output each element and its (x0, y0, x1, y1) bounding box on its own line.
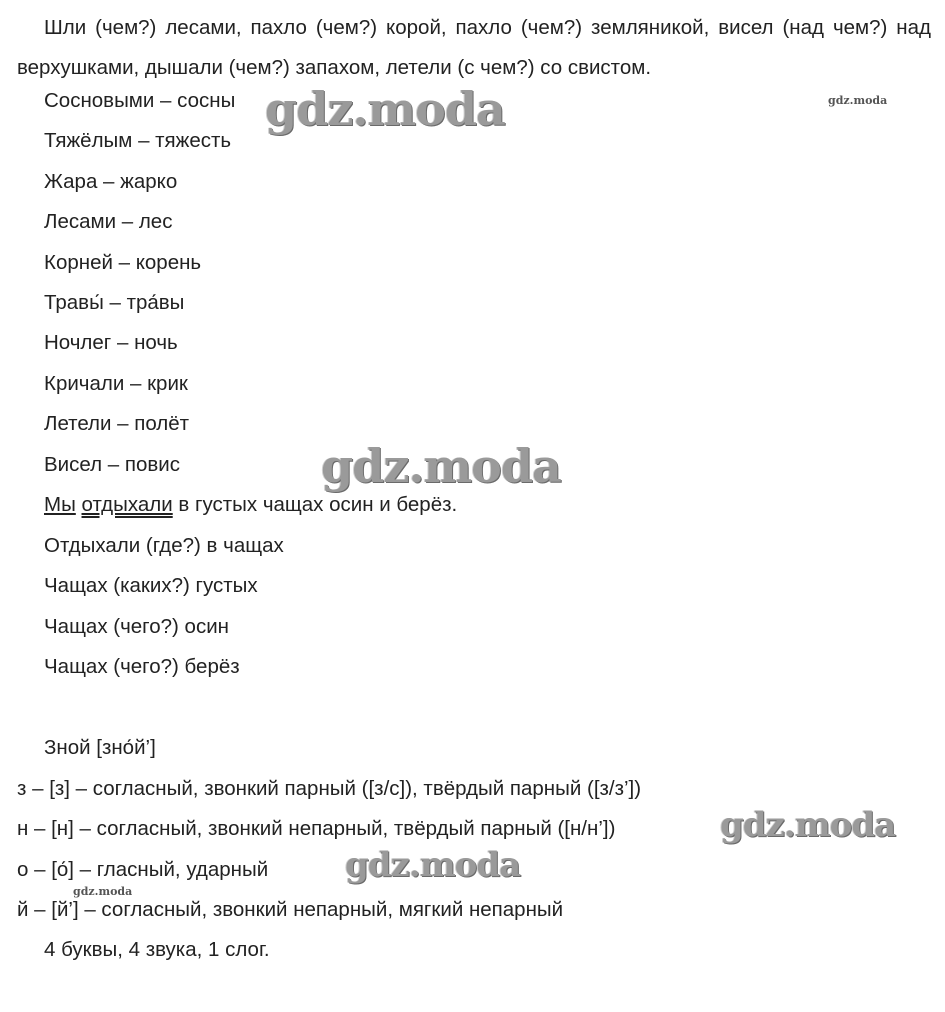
phonetic-line: з – [з] – согласный, звонкий парный ([з/с]), твёрдый парный ([з/з’]) (17, 777, 642, 800)
phonetic-header: Зной [зно́й’] (44, 736, 156, 759)
sentence-predicate: отдыхали (81, 493, 173, 516)
intro-text: Шли (чем?) лесами, пахло (чем?) корой, пахло (чем?) земляникой, висел (над чем?) над верхушками, дышали (чем?) запахом, летели (с чем?) со свистом. (17, 16, 931, 79)
phonetic-line: н – [н] – согласный, звонкий непарный, твёрдый парный ([н/н’]) (17, 817, 616, 840)
phrase: Чащах (чего?) берёз (44, 655, 240, 678)
watermark-small: gdz.moda (73, 885, 133, 898)
word-pair: Лесами – лес (44, 210, 173, 233)
watermark-logo: gdz.moda (321, 439, 561, 493)
word-pair: Сосновыми – сосны (44, 89, 236, 112)
word-pair: Висел – повис (44, 453, 180, 476)
word-pair: Корней – корень (44, 251, 202, 274)
word-pair: Травы́ – тра́вы (44, 291, 185, 314)
parsed-sentence (44, 493, 457, 517)
watermark-logo: gdz.moda (345, 845, 521, 885)
watermark-logo: gdz.moda (265, 82, 505, 136)
word-pair: Кричали – крик (44, 372, 188, 395)
sentence-rest: в густых чащах осин и берёз. (178, 493, 458, 516)
phrase: Чащах (чего?) осин (44, 615, 229, 638)
phonetic-line: й – [й’] – согласный, звонкий непарный, мягкий непарный (17, 898, 564, 921)
phonetic-line: о – [о́] – гласный, ударный (17, 858, 269, 881)
sentence-subject: Мы (44, 493, 76, 516)
intro-paragraph (17, 8, 931, 88)
phrase: Отдыхали (где?) в чащах (44, 534, 284, 557)
watermark-small: gdz.moda (828, 94, 888, 107)
word-pair: Жара – жарко (44, 170, 178, 193)
word-pair: Ночлег – ночь (44, 331, 178, 354)
word-pair: Летели – полёт (44, 412, 190, 435)
watermark-logo: gdz.moda (720, 805, 896, 845)
phonetic-summary: 4 буквы, 4 звука, 1 слог. (44, 938, 270, 961)
word-pair: Тяжёлым – тяжесть (44, 129, 232, 152)
phrase: Чащах (каких?) густых (44, 574, 258, 597)
